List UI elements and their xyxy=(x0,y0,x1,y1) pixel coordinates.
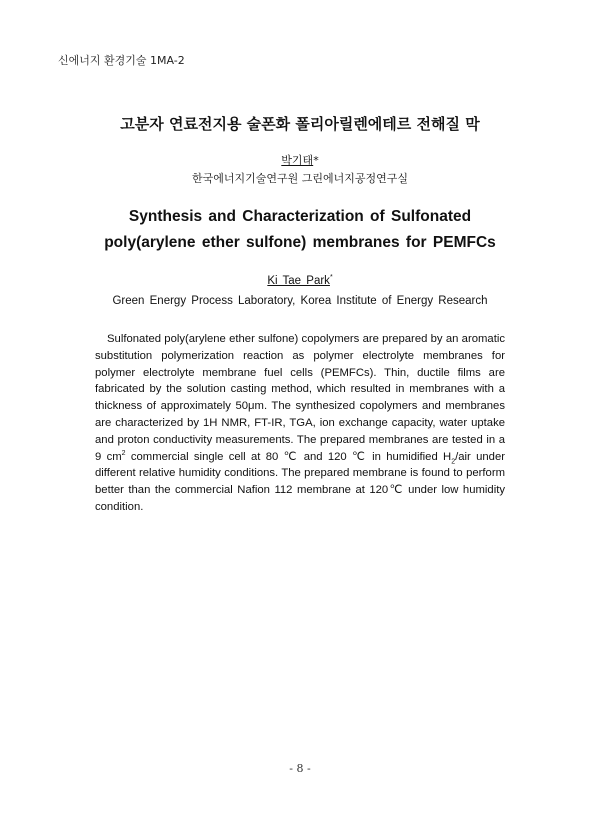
abstract-sup-1: 2 xyxy=(121,449,126,457)
abstract-sub-1: 2 xyxy=(451,457,456,465)
abstract-text-1: Sulfonated poly(arylene ether sulfone) copolymers are prepared by an aromatic substitution polymerization reaction as polymer electrolyte membranes for polymer electrolyte membrane fuel cells (PEMFCs). Thin, ductile films are fabricated by the solution casting method, which resulted in membranes with a thickness of approximately 50μm. The synthesized copolymers and membranes are characterized by 1H NMR, FT-IR, TGA, ion exchange capacity, water uptake and proton conductivity measurements. The prepared membranes are tested in a 9 cm xyxy=(95,333,505,463)
english-author-mark: * xyxy=(329,274,333,281)
english-title xyxy=(0,204,600,256)
korean-author-mark: * xyxy=(313,154,319,167)
abstract-text-2: commercial single cell at 80 ℃ and 120 ℃ in humidified H xyxy=(125,450,452,463)
abstract-text-3: /air under different relative humidity conditions. The prepared membrane is found to perform better than the commercial Nafion 112 membrane at 120℃ under low humidity condition. xyxy=(95,450,505,513)
english-title-line-2: poly(arylene ether sulfone) membranes for PEMFCs xyxy=(104,234,496,251)
korean-author-line xyxy=(0,152,600,168)
english-affiliation: Green Energy Process Laboratory, Korea Institute of Energy Research xyxy=(112,295,488,307)
korean-title: 고분자 연료전지용 술폰화 폴리아릴렌에테르 전해질 막 xyxy=(120,115,480,133)
page-number: - 8 - xyxy=(289,762,311,775)
abstract xyxy=(95,331,505,516)
abstract-paragraph xyxy=(95,331,505,516)
english-author-line xyxy=(0,274,600,287)
header-label: 신에너지 환경기술 1MA-2 xyxy=(58,54,185,67)
english-author-name: Ki Tae Park xyxy=(267,274,330,287)
korean-affiliation: 한국에너지기술연구원 그린에너지공정연구실 xyxy=(191,172,408,185)
english-title-line-1: Synthesis and Characterization of Sulfonated xyxy=(128,208,472,225)
korean-author-name: 박기태 xyxy=(281,154,314,167)
